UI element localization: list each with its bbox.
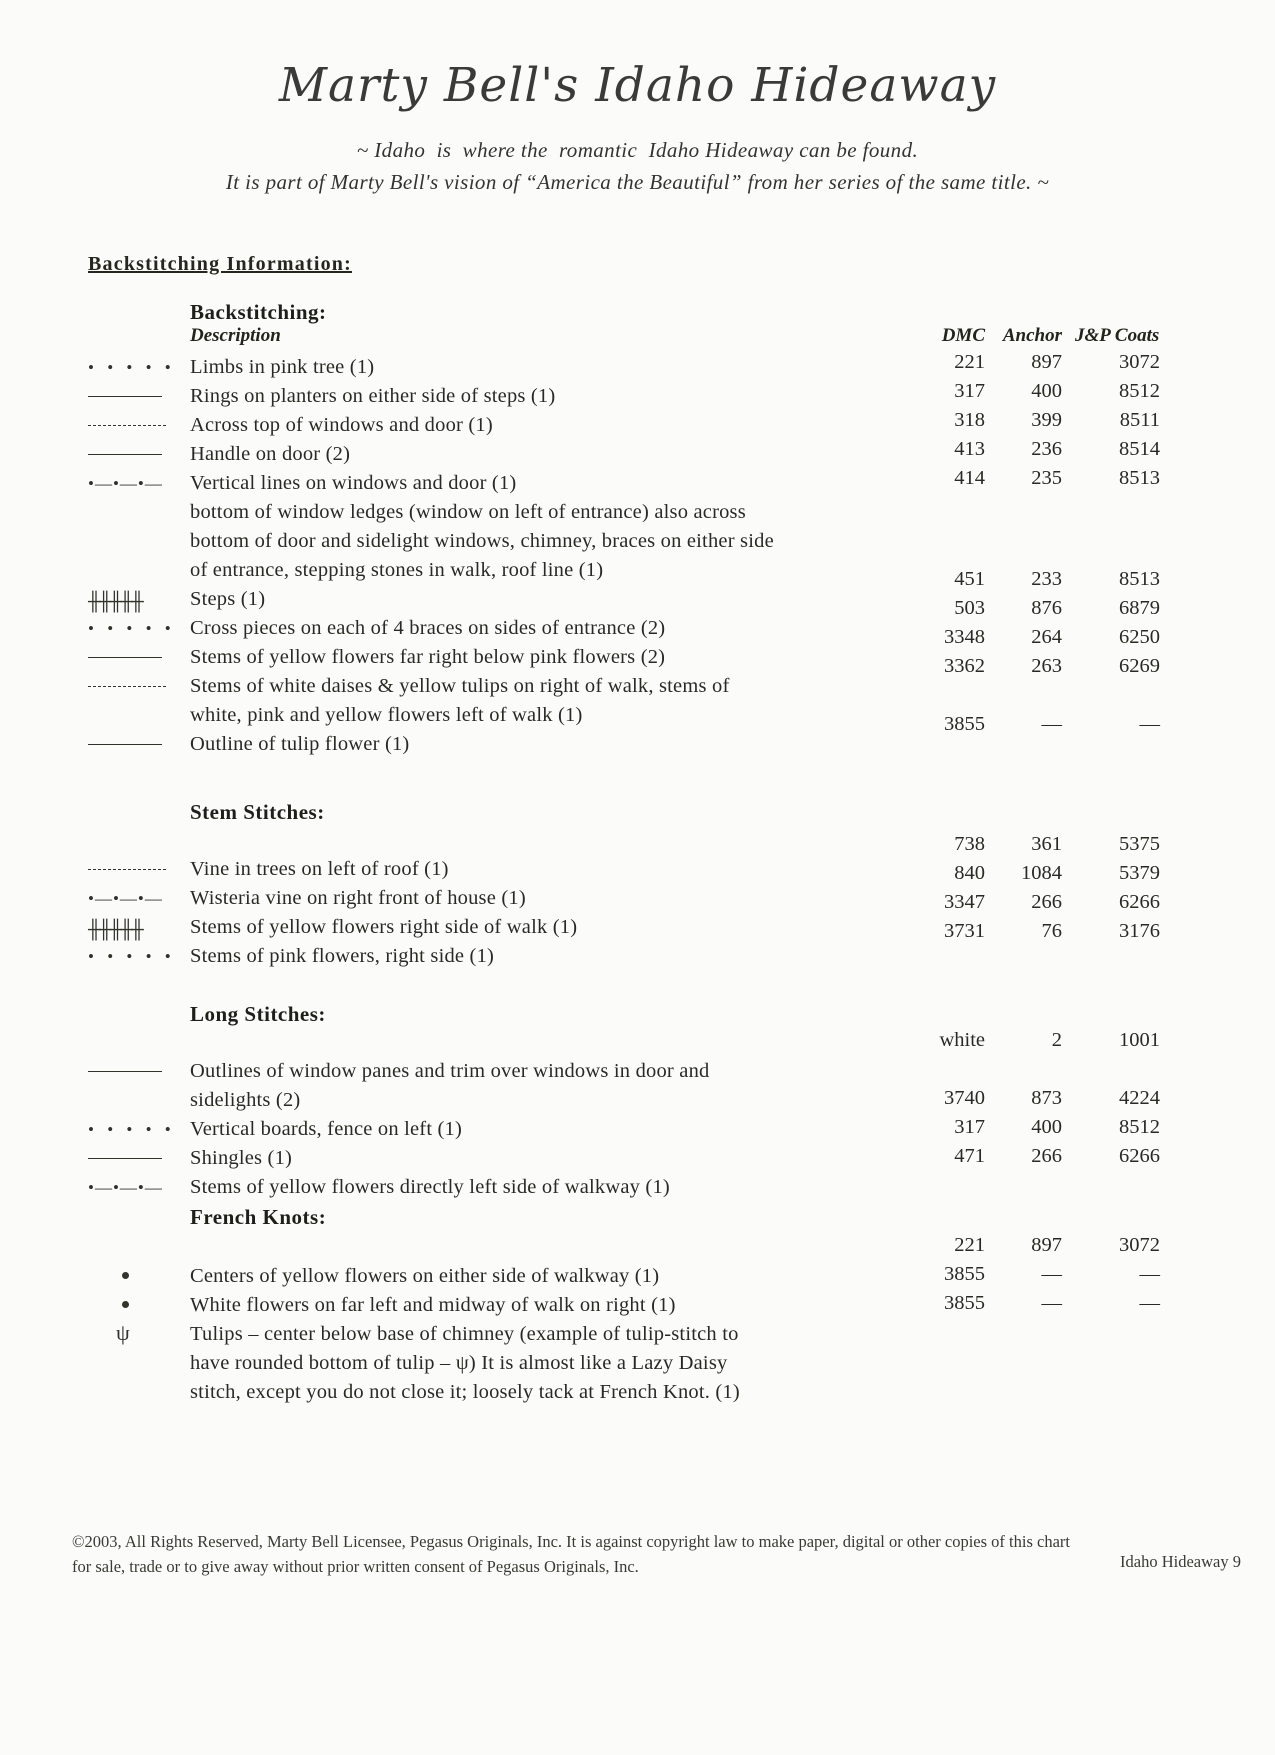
symbol-solid-line-icon xyxy=(88,440,180,469)
page-subtitle xyxy=(0,135,1275,198)
stitch-description: Across top of windows and door (1) xyxy=(190,414,493,436)
stitch-row xyxy=(0,498,1275,527)
anchor-number: 264 xyxy=(1031,626,1062,648)
stitch-description: Stems of yellow flowers directly left side of walkway (1) xyxy=(190,1176,670,1198)
anchor-number: 235 xyxy=(1031,467,1062,489)
jp-number: 5375 xyxy=(1119,833,1160,855)
symbol-dashed-line-icon xyxy=(88,411,180,440)
symbol-dash-dot-icon: •—•—•— xyxy=(88,1178,163,1197)
section-title: Backstitching: xyxy=(190,300,327,324)
anchor-number: — xyxy=(1041,713,1062,735)
symbol-solid-line-icon xyxy=(88,643,180,672)
dmc-number: 221 xyxy=(954,351,985,373)
color-number-list xyxy=(0,1029,1275,1182)
dmc-number: 840 xyxy=(954,862,985,884)
stitch-description: bottom of window ledges (window on left of entrance) also across xyxy=(190,501,746,523)
jp-number: 6879 xyxy=(1119,597,1160,619)
tulip-stitch-icon: ψ xyxy=(116,1320,130,1345)
anchor-number: 2 xyxy=(1051,1029,1062,1051)
subtitle-line-1: ~ Idaho is where the romantic Idaho Hideaway can be found. xyxy=(356,138,919,162)
content-area xyxy=(0,300,1275,1405)
subtitle-line-2: It is part of Marty Bell's vision of “America the Beautiful” from her series of the same title. ~ xyxy=(225,169,1050,194)
section-french-knots xyxy=(0,1205,1275,1405)
dmc-number: 451 xyxy=(954,568,985,590)
section-long-stitches xyxy=(0,1002,1275,1197)
stitch-description: Stems of yellow flowers right side of walk (1) xyxy=(190,916,578,938)
stitch-description: Shingles (1) xyxy=(190,1147,293,1169)
jp-number: 8513 xyxy=(1119,568,1160,590)
color-number-list xyxy=(0,1234,1275,1357)
symbol-dash-dot-icon: •—•—•— xyxy=(88,474,163,493)
symbol-dashed-line-icon xyxy=(88,672,180,701)
stitch-description: Cross pieces on each of 4 braces on sides of entrance (2) xyxy=(190,617,666,639)
dmc-number: 3348 xyxy=(944,626,985,648)
jp-number: — xyxy=(1139,1292,1160,1314)
jp-number: 1001 xyxy=(1119,1029,1160,1051)
jp-number: 8514 xyxy=(1119,438,1160,460)
jp-number: 6269 xyxy=(1119,655,1160,677)
jp-number: 3176 xyxy=(1119,920,1160,942)
anchor-number: 236 xyxy=(1031,438,1062,460)
section-title: Stem Stitches: xyxy=(190,800,325,824)
copyright-notice: ©2003, All Rights Reserved, Marty Bell Licensee, Pegasus Originals, Inc. It is against copyright law to make paper, digital or other copies of this chart for sale, trade or to give away without prior written consent of Pegasus Originals, Inc. xyxy=(72,1532,1070,1576)
section-title: Long Stitches: xyxy=(190,1002,326,1026)
column-header-description: Description xyxy=(190,325,281,346)
anchor-number: 897 xyxy=(1031,1234,1062,1256)
section-backstitching xyxy=(0,300,1275,760)
stitch-description: Vertical lines on windows and door (1) xyxy=(190,472,517,494)
stitch-description: Wisteria vine on right front of house (1) xyxy=(190,887,526,909)
anchor-number: 400 xyxy=(1031,380,1062,402)
stitch-description: of entrance, stepping stones in walk, roof line (1) xyxy=(190,559,604,581)
stitch-description: Rings on planters on either side of steps (1) xyxy=(190,385,556,407)
jp-number: 4224 xyxy=(1119,1087,1160,1109)
jp-number: 5379 xyxy=(1119,862,1160,884)
dmc-number: 471 xyxy=(954,1145,985,1167)
stitch-description: Centers of yellow flowers on either side of walkway (1) xyxy=(190,1265,660,1287)
dmc-number: 318 xyxy=(954,409,985,431)
dmc-number: 3740 xyxy=(944,1087,985,1109)
dmc-number: 317 xyxy=(954,380,985,402)
dmc-number: 738 xyxy=(954,833,985,855)
symbol-solid-line-icon xyxy=(88,382,180,411)
stitch-description: have rounded bottom of tulip – ψ) It is almost like a Lazy Daisy xyxy=(190,1352,728,1374)
stitch-row xyxy=(0,1378,1275,1407)
stitch-description: white, pink and yellow flowers left of walk (1) xyxy=(190,704,583,726)
anchor-number: 876 xyxy=(1031,597,1062,619)
jp-number: 8512 xyxy=(1119,1116,1160,1138)
jp-number: — xyxy=(1139,713,1160,735)
stitch-description: sidelights (2) xyxy=(190,1089,301,1111)
dmc-number: 317 xyxy=(954,1116,985,1138)
stitch-description: Outlines of window panes and trim over windows in door and xyxy=(190,1060,710,1082)
symbol-dash-dot-icon: •—•—•— xyxy=(88,889,163,908)
jp-number: 8512 xyxy=(1119,380,1160,402)
anchor-number: 266 xyxy=(1031,1145,1062,1167)
stitch-description: Tulips – center below base of chimney (example of tulip-stitch to xyxy=(190,1323,739,1345)
symbol-dotted-icon: • • • • • xyxy=(88,947,176,966)
stitch-description: Steps (1) xyxy=(190,588,266,610)
section-heading: Backstitching Information: xyxy=(88,253,352,275)
dmc-number: 3362 xyxy=(944,655,985,677)
stitch-description: Limbs in pink tree (1) xyxy=(190,356,375,378)
anchor-number: 263 xyxy=(1031,655,1062,677)
dmc-number: 3731 xyxy=(944,920,985,942)
stitch-description: White flowers on far left and midway of walk on right (1) xyxy=(190,1294,676,1316)
symbol-cross-line-icon: ╫╫╫╫╫ xyxy=(88,591,142,611)
anchor-number: 266 xyxy=(1031,891,1062,913)
jp-number: 3072 xyxy=(1119,1234,1160,1256)
jp-number: 3072 xyxy=(1119,351,1160,373)
symbol-dotted-icon: • • • • • xyxy=(88,1120,176,1139)
stitch-description: Outline of tulip flower (1) xyxy=(190,733,410,755)
column-header-dmc: DMC xyxy=(941,325,985,346)
dmc-number: 3347 xyxy=(944,891,985,913)
dmc-number: 414 xyxy=(954,467,985,489)
column-header-jp-coats: J&P Coats xyxy=(1075,325,1160,346)
jp-number: — xyxy=(1139,1263,1160,1285)
symbol-solid-line-icon xyxy=(88,730,180,759)
section-stem-stitches xyxy=(0,800,1275,990)
anchor-number: — xyxy=(1041,1263,1062,1285)
dmc-number: 221 xyxy=(954,1234,985,1256)
jp-number: 8513 xyxy=(1119,467,1160,489)
anchor-number: 1084 xyxy=(1021,862,1062,884)
symbol-dotted-icon: • • • • • xyxy=(88,358,176,377)
jp-number: 6250 xyxy=(1119,626,1160,648)
color-number-list xyxy=(0,830,1275,950)
section-title: French Knots: xyxy=(190,1205,327,1229)
page-label: Idaho Hideaway 9 xyxy=(1120,1552,1241,1571)
anchor-number: 233 xyxy=(1031,568,1062,590)
symbol-cross-line-icon: ╫╫╫╫╫ xyxy=(88,919,142,939)
anchor-number: 76 xyxy=(1041,920,1062,942)
stitch-description: stitch, except you do not close it; loosely tack at French Knot. (1) xyxy=(190,1381,740,1403)
page-title: Marty Bell's Idaho Hideaway xyxy=(278,58,997,113)
column-header-anchor: Anchor xyxy=(1002,325,1062,346)
dmc-number: 3855 xyxy=(944,1263,985,1285)
stitch-row xyxy=(0,527,1275,556)
dmc-number: white xyxy=(939,1029,985,1051)
stitch-description: Vine in trees on left of roof (1) xyxy=(190,858,449,880)
anchor-number: 399 xyxy=(1031,409,1062,431)
stitch-description: Vertical boards, fence on left (1) xyxy=(190,1118,463,1140)
anchor-number: 873 xyxy=(1031,1087,1062,1109)
dmc-number: 3855 xyxy=(944,713,985,735)
anchor-number: — xyxy=(1041,1292,1062,1314)
stitch-description: Stems of white daises & yellow tulips on right of walk, stems of xyxy=(190,675,730,697)
stitch-description: bottom of door and sidelight windows, chimney, braces on either side xyxy=(190,530,774,552)
jp-number: 6266 xyxy=(1119,1145,1160,1167)
anchor-number: 361 xyxy=(1031,833,1062,855)
dmc-number: 413 xyxy=(954,438,985,460)
dmc-number: 3855 xyxy=(944,1292,985,1314)
stitch-description: Handle on door (2) xyxy=(190,443,351,465)
jp-number: 6266 xyxy=(1119,891,1160,913)
stitch-description: Stems of pink flowers, right side (1) xyxy=(190,945,495,967)
jp-number: 8511 xyxy=(1119,409,1160,431)
anchor-number: 400 xyxy=(1031,1116,1062,1138)
footer-divider xyxy=(58,1498,1217,1499)
stitch-description: Stems of yellow flowers far right below pink flowers (2) xyxy=(190,646,666,668)
symbol-dotted-icon: • • • • • xyxy=(88,619,176,638)
dmc-number: 503 xyxy=(954,597,985,619)
anchor-number: 897 xyxy=(1031,351,1062,373)
